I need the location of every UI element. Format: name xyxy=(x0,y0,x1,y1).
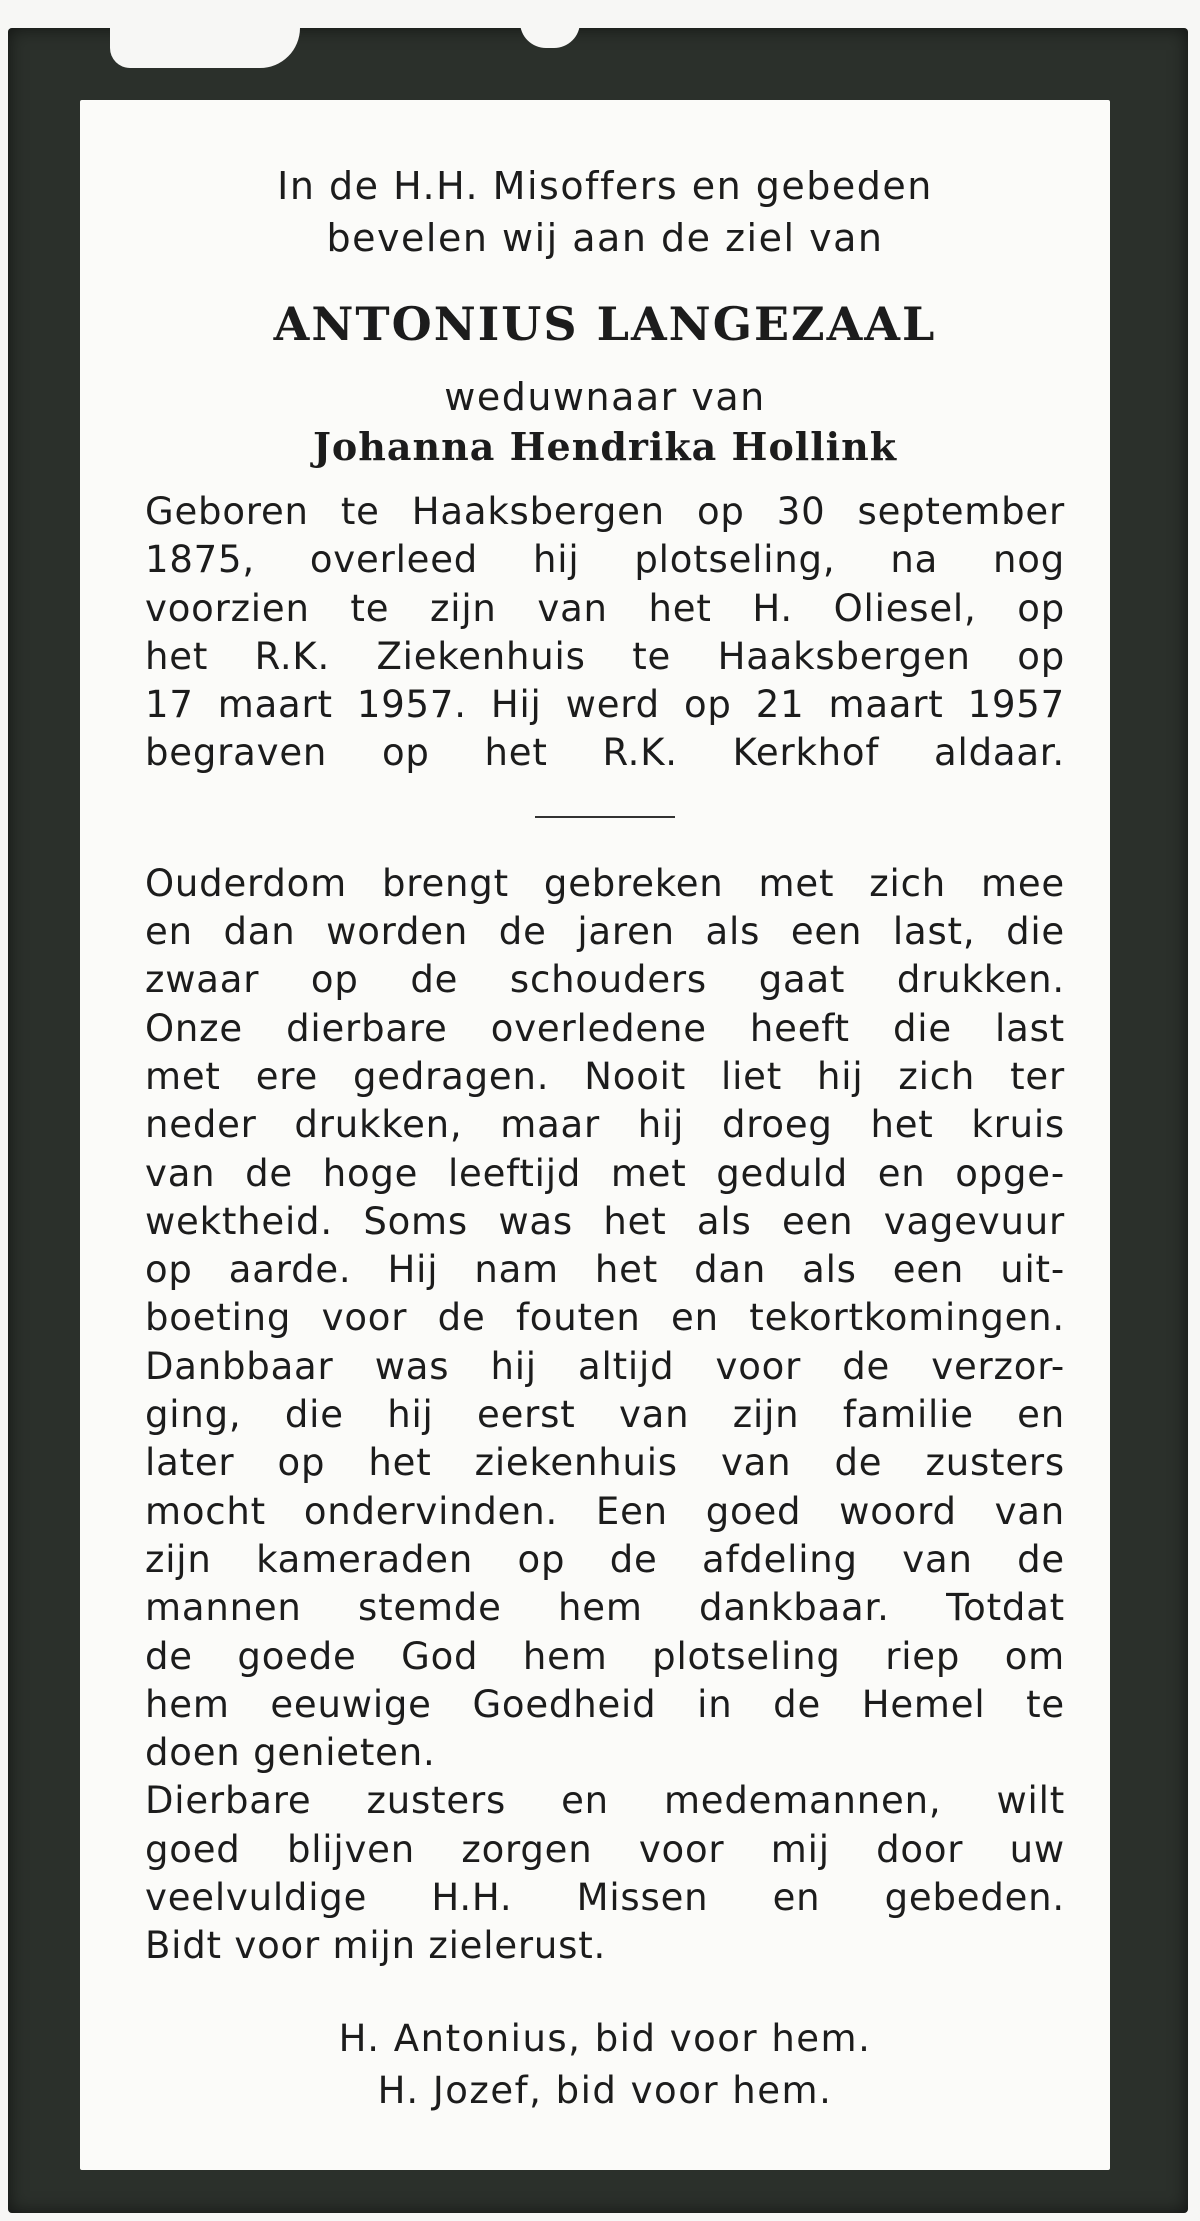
bio-line: begraven op het R.K. Kerkhof aldaar. xyxy=(145,731,1065,775)
bio-line: 1875, overleed hij plotseling, na nog xyxy=(145,538,1065,582)
text-line: mocht ondervinden. Een goed woord van xyxy=(145,1489,1065,1533)
text-line: hem eeuwige Goedheid in de Hemel te xyxy=(145,1682,1065,1726)
text-line: later op het ziekenhuis van de zusters xyxy=(145,1441,1065,1485)
card-header xyxy=(145,160,1065,472)
text-line: mannen stemde hem dankbaar. Totdat xyxy=(145,1586,1065,1630)
text-line: boeting voor de fouten en tekortkomingen. xyxy=(145,1296,1065,1340)
widower-of-label: weduwnaar van xyxy=(444,375,766,419)
intro-line: bevelen wij aan de ziel van xyxy=(326,216,884,260)
text-line: wektheid. Soms was het als een vagevuur xyxy=(145,1199,1065,1243)
bio-line: het R.K. Ziekenhuis te Haaksbergen op xyxy=(145,634,1065,678)
spouse-name: Johanna Hendrika Hollink xyxy=(312,424,898,469)
text-line: zijn kameraden op de afdeling van de xyxy=(145,1537,1065,1581)
memorial-text xyxy=(145,860,1065,1971)
divider-line xyxy=(535,816,675,818)
text-line: de goede God hem plotseling riep om xyxy=(145,1634,1065,1678)
text-line: Bidt voor mijn zielerust. xyxy=(145,1924,607,1968)
text-line: doen genieten. xyxy=(145,1731,436,1775)
prayer-line: H. Antonius, bid voor hem. xyxy=(338,2016,872,2060)
card-content xyxy=(145,160,1065,2117)
closing-prayers xyxy=(145,2013,1065,2117)
text-line: ging, die hij eerst van zijn familie en xyxy=(145,1393,1065,1437)
text-line: zwaar op de schouders gaat drukken. xyxy=(145,958,1065,1002)
text-line: en dan worden de jaren als een last, die xyxy=(145,910,1065,954)
deceased-name: ANTONIUS LANGEZAAL xyxy=(273,297,937,351)
text-line: neder drukken, maar hij droeg het kruis xyxy=(145,1103,1065,1147)
biography xyxy=(145,488,1065,778)
prayer-line: H. Jozef, bid voor hem. xyxy=(377,2068,833,2112)
intro-line: In de H.H. Misoffers en gebeden xyxy=(277,164,933,208)
text-line: Ouderdom brengt gebreken met zich mee xyxy=(145,861,1065,905)
torn-edge xyxy=(110,22,300,68)
bio-line: voorzien te zijn van het H. Oliesel, op xyxy=(145,586,1065,630)
text-line: veelvuldige H.H. Missen en gebeden. xyxy=(145,1876,1065,1920)
text-line: met ere gedragen. Nooit liet hij zich ter xyxy=(145,1054,1065,1098)
text-line: Dierbare zusters en medemannen, wilt xyxy=(145,1779,1065,1823)
text-line: van de hoge leeftijd met geduld en opge- xyxy=(145,1151,1065,1195)
bio-line: 17 maart 1957. Hij werd op 21 maart 1957 xyxy=(145,683,1065,727)
text-line: op aarde. Hij nam het dan als een uit- xyxy=(145,1248,1065,1292)
bio-line: Geboren te Haaksbergen op 30 september xyxy=(145,490,1065,533)
text-line: Onze dierbare overledene heeft die last xyxy=(145,1006,1065,1050)
text-line: Danbbaar was hij altijd voor de verzor- xyxy=(145,1344,1065,1388)
text-line: goed blijven zorgen voor mij door uw xyxy=(145,1827,1065,1871)
